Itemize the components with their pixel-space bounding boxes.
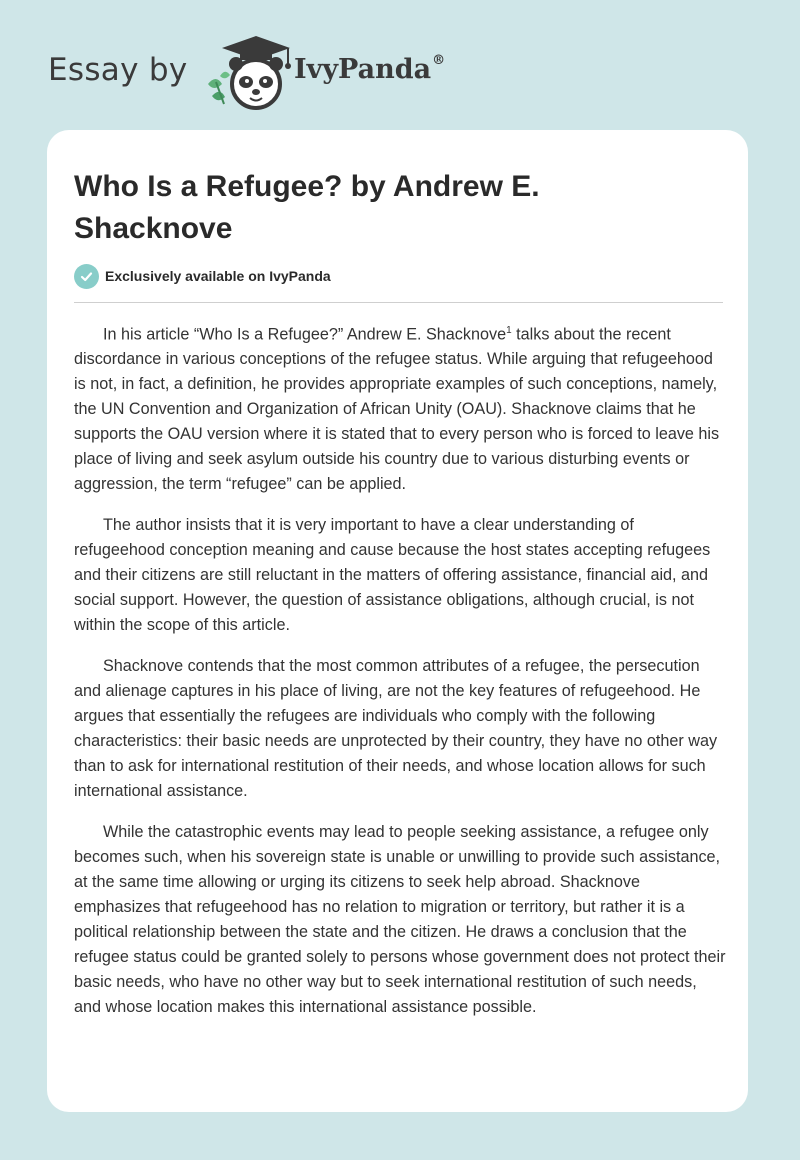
site-header (48, 30, 508, 120)
paragraph-text: talks about the recent discordance in various conceptions of the refugee status. While arguing that refugeehood is not, in fact, a definition, he provides appropriate examples of such conceptions, namely, the UN Convention and Organization of African Unity (OAU). Shacknove claims that he supports the OAU version where it is stated that to every person who is forced to leave his place of living and seek asylum outside his country due to various disturbing events or aggression, the term “refugee” can be applied. (74, 325, 720, 494)
paragraph-text: In his article “Who Is a Refugee?” Andrew E. Shacknove (103, 325, 507, 344)
divider (74, 302, 723, 303)
paragraph: The author insists that it is very important to have a clear understanding of refugeehood conception meaning and cause because the host states accepting refugees and their citizens are still reluctant in the matters of offering assistance, financial aid, and social support. However, the question of assistance obligations, although crucial, is not within the scope of this article. (74, 516, 711, 635)
paragraph: While the catastrophic events may lead to people seeking assistance, a refugee only becomes such, when his sovereign state is unable or unwilling to provide such assistance, at the same time allowing or urging its citizens to seek help abroad. Shacknove emphasizes that refugeehood has no relation to migration or territory, but rather it is a political relationship between the state and the citizen. He draws a conclusion that the refugee status could be granted solely to persons whose government does not protect their basic needs, who have no other way but to seek international restitution of such needs, and whose location makes this international assistance possible. (74, 823, 726, 1017)
footnote-link[interactable]: 1 (506, 325, 512, 336)
ivypanda-wordmark[interactable] (294, 54, 445, 85)
paragraph (74, 318, 726, 497)
registered-mark: ® (432, 53, 446, 68)
essay-by-label: Essay by (48, 52, 188, 88)
check-circle-icon (74, 264, 99, 289)
essay-card (47, 130, 748, 1112)
badge-label: Exclusively available on IvyPanda (105, 268, 331, 284)
page-title: Who Is a Refugee? by Andrew E. Shacknove (74, 170, 540, 245)
essay-body (74, 318, 726, 1036)
panda-graduate-logo-icon[interactable] (200, 34, 300, 114)
paragraph: Shacknove contends that the most common attributes of a refugee, the persecution and alienage captures in his place of living, are not the key features of refugeehood. He argues that essentially the refugees are individuals who comply with the following characteristics: their basic needs are unprotected by their country, they have no other way than to ask for international restitution of their needs, and whose location allows for such international assistance. (74, 657, 718, 801)
brand-name-text: IvyPanda (294, 54, 432, 85)
exclusive-badge (74, 263, 331, 289)
